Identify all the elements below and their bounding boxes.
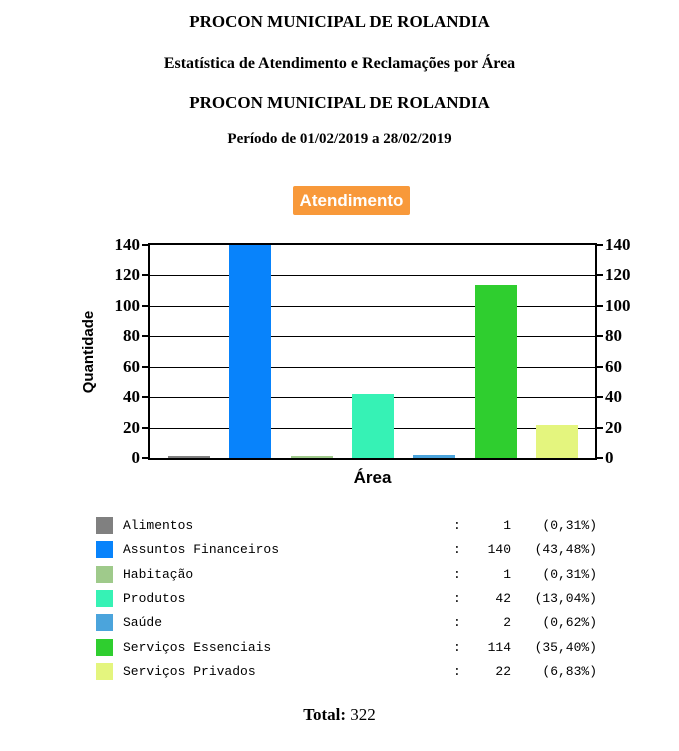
y-tick-right-140 — [597, 244, 603, 246]
legend-value-habitacao: 1 — [503, 567, 511, 582]
y-tick-left-20 — [142, 427, 148, 429]
legend-percent-assuntos-financeiros: (43,48%) — [534, 542, 597, 557]
y-tick-label-right-60: 60 — [605, 357, 622, 376]
legend-row-servicos-privados — [96, 663, 601, 681]
legend-percent-produtos: (13,04%) — [534, 591, 597, 606]
y-tick-label-left-20: 20 — [123, 418, 140, 437]
legend-separator: : — [453, 567, 461, 582]
y-tick-label-right-40: 40 — [605, 387, 622, 406]
legend-separator: : — [453, 518, 461, 533]
y-tick-left-60 — [142, 366, 148, 368]
legend-swatch-assuntos-financeiros — [96, 541, 113, 558]
legend-label-produtos: Produtos — [123, 591, 186, 606]
y-tick-left-100 — [142, 305, 148, 307]
legend-value-assuntos-financeiros: 140 — [487, 542, 511, 557]
total-label: Total: — [303, 705, 347, 724]
bar-alimentos — [168, 456, 210, 458]
legend-row-alimentos — [96, 517, 601, 535]
legend-label-assuntos-financeiros: Assuntos Financeiros — [123, 542, 280, 557]
bar-saude — [413, 455, 455, 458]
legend-value-servicos-essenciais: 114 — [487, 640, 511, 655]
gridline-100 — [150, 306, 595, 307]
y-tick-left-0 — [142, 457, 148, 459]
y-axis-label: Quantidade — [80, 310, 97, 394]
y-tick-label-left-140: 140 — [114, 235, 140, 254]
report-title-repeat: PROCON MUNICIPAL DE ROLANDIA — [189, 93, 490, 112]
y-tick-left-140 — [142, 244, 148, 246]
legend-label-servicos-privados: Serviços Privados — [123, 664, 256, 679]
legend-value-saude: 2 — [503, 615, 511, 630]
bar-assuntos-financeiros — [229, 245, 271, 458]
report-period: Período de 01/02/2019 a 28/02/2019 — [227, 131, 452, 147]
legend-row-servicos-essenciais — [96, 639, 601, 657]
gridline-120 — [150, 275, 595, 276]
legend-swatch-alimentos — [96, 517, 113, 534]
legend-value-servicos-privados: 22 — [495, 664, 511, 679]
legend-percent-habitacao: (0,31%) — [542, 567, 597, 582]
y-tick-right-100 — [597, 305, 603, 307]
legend-swatch-habitacao — [96, 566, 113, 583]
bar-servicos-privados — [536, 425, 578, 458]
bar-servicos-essenciais — [475, 285, 517, 458]
y-tick-right-40 — [597, 396, 603, 398]
legend-swatch-servicos-essenciais — [96, 639, 113, 656]
y-tick-label-left-0: 0 — [131, 448, 140, 467]
legend-percent-alimentos: (0,31%) — [542, 518, 597, 533]
legend-label-saude: Saúde — [123, 615, 163, 630]
legend-label-habitacao: Habitação — [123, 567, 194, 582]
y-tick-label-left-40: 40 — [123, 387, 140, 406]
y-tick-label-right-20: 20 — [605, 418, 622, 437]
legend-row-assuntos-financeiros — [96, 541, 601, 559]
legend-row-produtos — [96, 590, 601, 608]
total-value: 322 — [350, 705, 376, 724]
legend-swatch-produtos — [96, 590, 113, 607]
bar-produtos — [352, 394, 394, 458]
gridline-60 — [150, 367, 595, 368]
legend-swatch-saude — [96, 614, 113, 631]
y-tick-label-left-120: 120 — [114, 265, 140, 284]
x-axis-label: Área — [353, 468, 392, 487]
legend-separator: : — [453, 591, 461, 606]
legend-percent-saude: (0,62%) — [542, 615, 597, 630]
y-tick-label-right-80: 80 — [605, 326, 622, 345]
y-tick-label-right-100: 100 — [605, 296, 631, 315]
y-tick-right-20 — [597, 427, 603, 429]
y-tick-label-left-60: 60 — [123, 357, 140, 376]
legend-percent-servicos-privados: (6,83%) — [542, 664, 597, 679]
legend-separator: : — [453, 640, 461, 655]
y-tick-right-60 — [597, 366, 603, 368]
y-tick-left-120 — [142, 274, 148, 276]
total-line — [0, 705, 679, 725]
legend-row-saude — [96, 614, 601, 632]
legend-value-produtos: 42 — [495, 591, 511, 606]
report-subtitle: Estatística de Atendimento e Reclamações por Área — [163, 55, 516, 72]
legend-label-servicos-essenciais: Serviços Essenciais — [123, 640, 272, 655]
y-tick-right-120 — [597, 274, 603, 276]
legend-swatch-servicos-privados — [96, 663, 113, 680]
y-tick-label-left-100: 100 — [114, 296, 140, 315]
report-title: PROCON MUNICIPAL DE ROLANDIA — [189, 12, 490, 31]
y-tick-label-right-120: 120 — [605, 265, 631, 284]
tab-atendimento[interactable]: Atendimento — [293, 186, 410, 215]
y-tick-left-40 — [142, 396, 148, 398]
y-tick-label-left-80: 80 — [123, 326, 140, 345]
legend-separator: : — [453, 542, 461, 557]
y-tick-right-80 — [597, 335, 603, 337]
legend-value-alimentos: 1 — [503, 518, 511, 533]
legend-percent-servicos-essenciais: (35,40%) — [534, 640, 597, 655]
y-tick-left-80 — [142, 335, 148, 337]
legend-label-alimentos: Alimentos — [123, 518, 194, 533]
legend-row-habitacao — [96, 566, 601, 584]
gridline-80 — [150, 336, 595, 337]
legend-separator: : — [453, 615, 461, 630]
y-tick-label-right-140: 140 — [605, 235, 631, 254]
y-tick-right-0 — [597, 457, 603, 459]
y-tick-label-right-0: 0 — [605, 448, 614, 467]
legend-separator: : — [453, 664, 461, 679]
bar-habitacao — [291, 456, 333, 458]
